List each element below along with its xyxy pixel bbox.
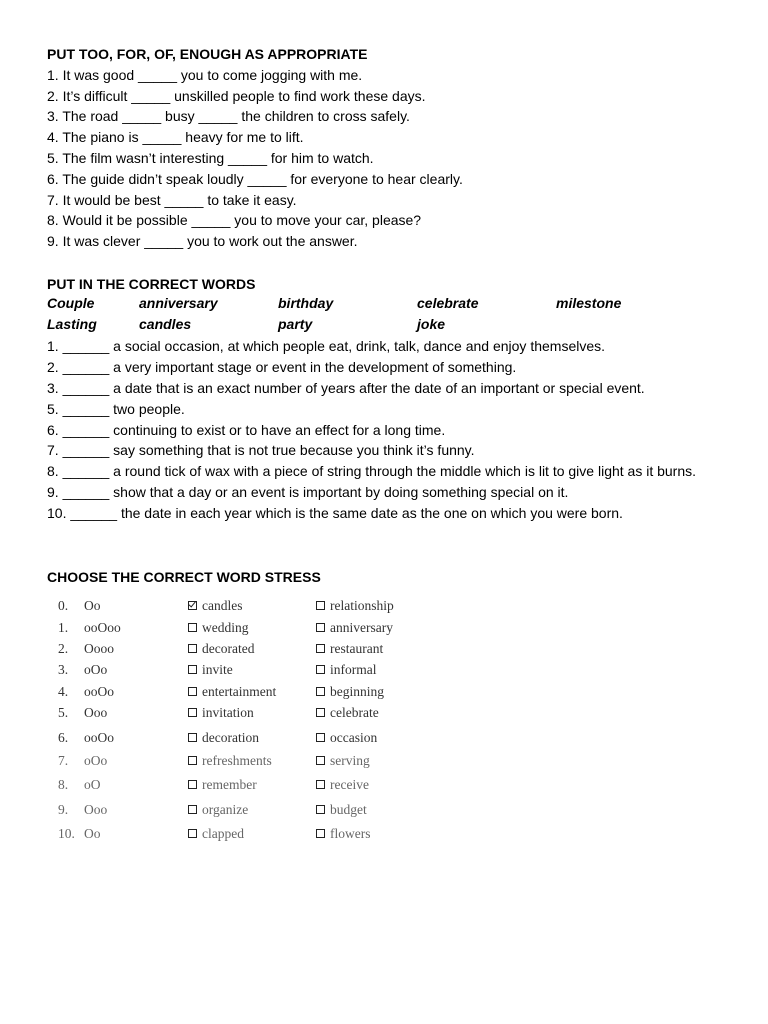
option-label: budget [330,802,367,817]
option-2[interactable] [316,826,371,842]
checkbox-icon[interactable] [188,756,197,765]
exercise-line: 6. The guide didn’t speak loudly _____ for everyone to hear clearly. [47,170,463,187]
option-label: wedding [202,620,249,635]
option-label: candles [202,598,243,613]
checkbox-icon[interactable] [188,708,197,717]
row-number: 2. [58,641,69,656]
stress-row [58,684,458,704]
option-1[interactable] [188,641,254,657]
checkbox-icon[interactable] [316,756,325,765]
option-1[interactable] [188,598,242,614]
row-number: 7. [58,753,69,768]
option-1[interactable] [188,620,249,636]
row-number: 10. [58,826,75,841]
stress-pattern: ooOo [84,684,114,699]
row-number: 9. [58,802,69,817]
stress-row [58,662,458,682]
option-label: receive [330,777,369,792]
stress-pattern: Oo [84,826,101,841]
option-label: anniversary [330,620,393,635]
definition-line: 3. ______ a date that is an exact number of years after the date of an important or special event. [47,379,645,396]
option-2[interactable] [316,730,377,746]
definition-line: 8. ______ a round tick of wax with a piece of string through the middle which is lit to give light as it burns. [47,463,697,480]
row-number: 5. [58,705,69,720]
word-bank-item: celebrate [417,294,479,311]
option-2[interactable] [316,777,369,793]
row-number: 8. [58,777,69,792]
checkbox-icon[interactable] [188,623,197,632]
checkbox-icon[interactable] [188,644,197,653]
stress-pattern: Oo [84,598,101,613]
option-label: refreshments [202,753,272,768]
option-label: beginning [330,684,384,699]
option-label: organize [202,802,249,817]
exercise-line: 9. It was clever _____ you to work out the answer. [47,233,358,250]
section-correct-words [47,274,737,524]
stress-row [58,730,458,750]
option-1[interactable] [188,802,248,818]
stress-pattern: ooOo [84,730,114,745]
stress-pattern: Oooo [84,641,114,656]
word-bank-item: Couple [47,294,95,311]
definition-line: 5. ______ two people. [47,400,185,417]
checkbox-icon[interactable] [188,665,197,674]
row-number: 0. [58,598,69,613]
checkbox-icon[interactable] [188,805,197,814]
stress-row [58,802,458,822]
stress-pattern: oO [84,777,101,792]
word-bank-item: anniversary [139,294,218,311]
option-2[interactable] [316,620,393,636]
stress-row [58,620,458,640]
section-appropriate [47,44,737,252]
stress-pattern: oOo [84,662,108,677]
option-2[interactable] [316,802,367,818]
option-1[interactable] [188,662,233,678]
stress-row [58,598,458,618]
checkbox-icon[interactable] [316,623,325,632]
definition-line: 1. ______ a social occasion, at which people eat, drink, talk, dance and enjoy themselves. [47,338,606,355]
checkbox-icon[interactable] [316,780,325,789]
option-label: relationship [330,598,394,613]
stress-pattern: oOo [84,753,108,768]
word-bank-item: party [278,315,313,332]
exercise-line: 7. It would be best _____ to take it easy. [47,191,297,208]
option-label: invite [202,662,233,677]
row-number: 4. [58,684,69,699]
option-label: serving [330,753,370,768]
section-word-stress [47,567,737,588]
section-title: PUT IN THE CORRECT WORDS [47,276,256,292]
checkbox-icon[interactable] [316,687,325,696]
option-1[interactable] [188,777,257,793]
option-1[interactable] [188,753,272,769]
option-label: informal [330,662,377,677]
section-title: CHOOSE THE CORRECT WORD STRESS [47,569,321,585]
word-bank-item: candles [139,315,192,332]
stress-pattern: ooOoo [84,620,121,635]
stress-row [58,826,458,846]
option-2[interactable] [316,705,379,721]
checkbox-icon[interactable] [316,829,325,838]
word-bank-item: joke [417,315,446,332]
checkbox-icon[interactable] [188,780,197,789]
option-2[interactable] [316,641,383,657]
option-2[interactable] [316,662,377,678]
definition-line: 2. ______ a very important stage or event in the development of something. [47,359,517,376]
option-label: flowers [330,826,371,841]
stress-pattern: Ooo [84,705,108,720]
row-number: 1. [58,620,69,635]
option-1[interactable] [188,826,244,842]
exercise-line: 2. It’s difficult _____ unskilled people to find work these days. [47,87,426,104]
row-number: 3. [58,662,69,677]
checkbox-icon[interactable] [316,805,325,814]
exercise-line: 1. It was good _____ you to come jogging with me. [47,66,363,83]
option-label: occasion [330,730,378,745]
checkbox-icon[interactable] [316,733,325,742]
option-label: decorated [202,641,255,656]
stress-pattern: Ooo [84,802,108,817]
option-1[interactable] [188,684,276,700]
exercise-line: 5. The film wasn’t interesting _____ for him to watch. [47,149,374,166]
section-title: PUT TOO, FOR, OF, ENOUGH AS APPROPRIATE [47,46,368,62]
exercise-line: 4. The piano is _____ heavy for me to lift. [47,129,304,146]
option-1[interactable] [188,705,254,721]
checkbox-icon[interactable] [316,665,325,674]
option-label: remember [202,777,257,792]
option-2[interactable] [316,684,384,700]
stress-row [58,777,458,797]
option-label: clapped [202,826,244,841]
exercise-line: 8. Would it be possible _____ you to move your car, please? [47,212,422,229]
checkbox-icon[interactable] [188,687,197,696]
definition-line: 7. ______ say something that is not true because you think it’s funny. [47,442,475,459]
checkbox-icon[interactable] [316,601,325,610]
definition-line: 9. ______ show that a day or an event is important by doing something special on it. [47,483,569,500]
checked-checkbox-icon[interactable] [188,601,197,610]
option-1[interactable] [188,730,259,746]
stress-row [58,705,458,725]
option-label: entertainment [202,684,277,699]
option-2[interactable] [316,598,394,614]
option-label: restaurant [330,641,384,656]
word-bank-item: milestone [556,294,622,311]
checkbox-icon[interactable] [316,708,325,717]
checkbox-icon[interactable] [188,733,197,742]
option-label: decoration [202,730,259,745]
checkbox-icon[interactable] [188,829,197,838]
option-label: celebrate [330,705,379,720]
definition-line: 10. ______ the date in each year which is the same date as the one on which you were born. [47,504,623,521]
word-bank-item: birthday [278,294,334,311]
word-bank-row [47,295,737,316]
definition-line: 6. ______ continuing to exist or to have an effect for a long time. [47,421,446,438]
stress-row [58,753,458,773]
checkbox-icon[interactable] [316,644,325,653]
row-number: 6. [58,730,69,745]
stress-row [58,641,458,661]
exercise-line: 3. The road _____ busy _____ the children to cross safely. [47,108,410,125]
word-bank-item: Lasting [47,315,97,332]
word-bank-row [47,316,737,337]
option-2[interactable] [316,753,370,769]
option-label: invitation [202,705,254,720]
